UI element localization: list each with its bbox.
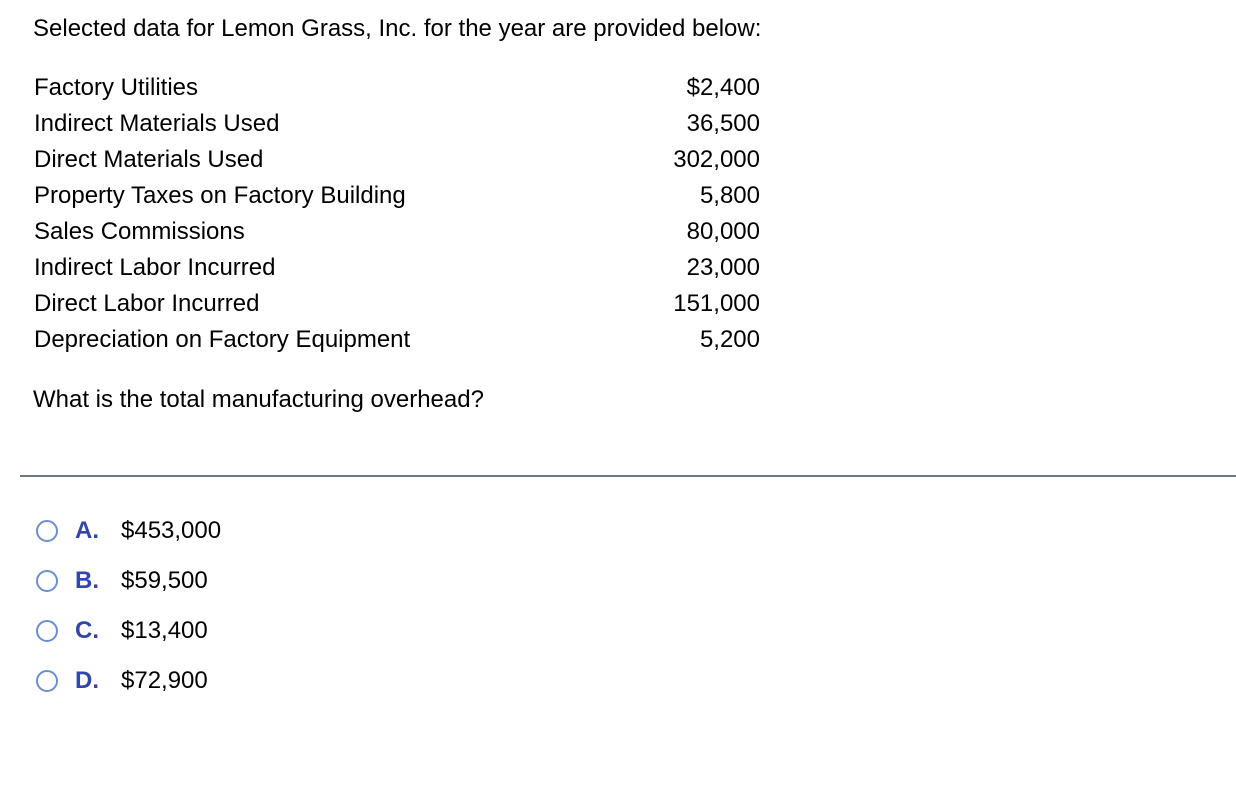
option-value: $13,400 [121,617,208,644]
option-value: $72,900 [121,667,208,694]
option-letter: C. [75,617,99,644]
item-label: Direct Labor Incurred [34,290,260,317]
item-value: 80,000 [686,218,760,245]
table-row [34,214,760,250]
item-label: Sales Commissions [34,218,245,245]
radio-button-icon[interactable] [36,620,58,642]
answer-option-d[interactable] [36,656,221,706]
answer-option-b[interactable] [36,556,221,606]
item-value: 23,000 [686,254,760,281]
option-letter: D. [75,667,99,694]
table-row [34,70,760,106]
radio-button-icon[interactable] [36,520,58,542]
item-label: Indirect Materials Used [34,110,280,137]
item-value: 5,800 [699,182,760,209]
answer-option-a[interactable] [36,506,221,556]
item-value: 302,000 [673,146,760,173]
item-label: Indirect Labor Incurred [34,254,276,281]
option-value: $453,000 [121,517,222,544]
table-row [34,178,760,214]
table-row [34,286,760,322]
answer-option-c[interactable] [36,606,221,656]
item-label: Property Taxes on Factory Building [34,182,406,209]
problem-intro: Selected data for Lemon Grass, Inc. for the year are provided below: [33,15,762,42]
table-row [34,322,760,358]
item-value: $2,400 [686,74,760,101]
table-row [34,142,760,178]
divider [20,475,1236,477]
item-label: Direct Materials Used [34,146,264,173]
question-text: What is the total manufacturing overhead? [33,386,484,413]
radio-button-icon[interactable] [36,670,58,692]
item-value: 151,000 [673,290,760,317]
item-label: Depreciation on Factory Equipment [34,326,411,353]
radio-button-icon[interactable] [36,570,58,592]
cost-data-table [34,70,760,358]
table-row [34,250,760,286]
item-label: Factory Utilities [34,74,199,101]
option-letter: A. [75,517,99,544]
item-value: 36,500 [686,110,760,137]
option-value: $59,500 [121,567,208,594]
option-letter: B. [75,567,99,594]
item-value: 5,200 [699,326,760,353]
answer-options [36,506,221,706]
table-row [34,106,760,142]
